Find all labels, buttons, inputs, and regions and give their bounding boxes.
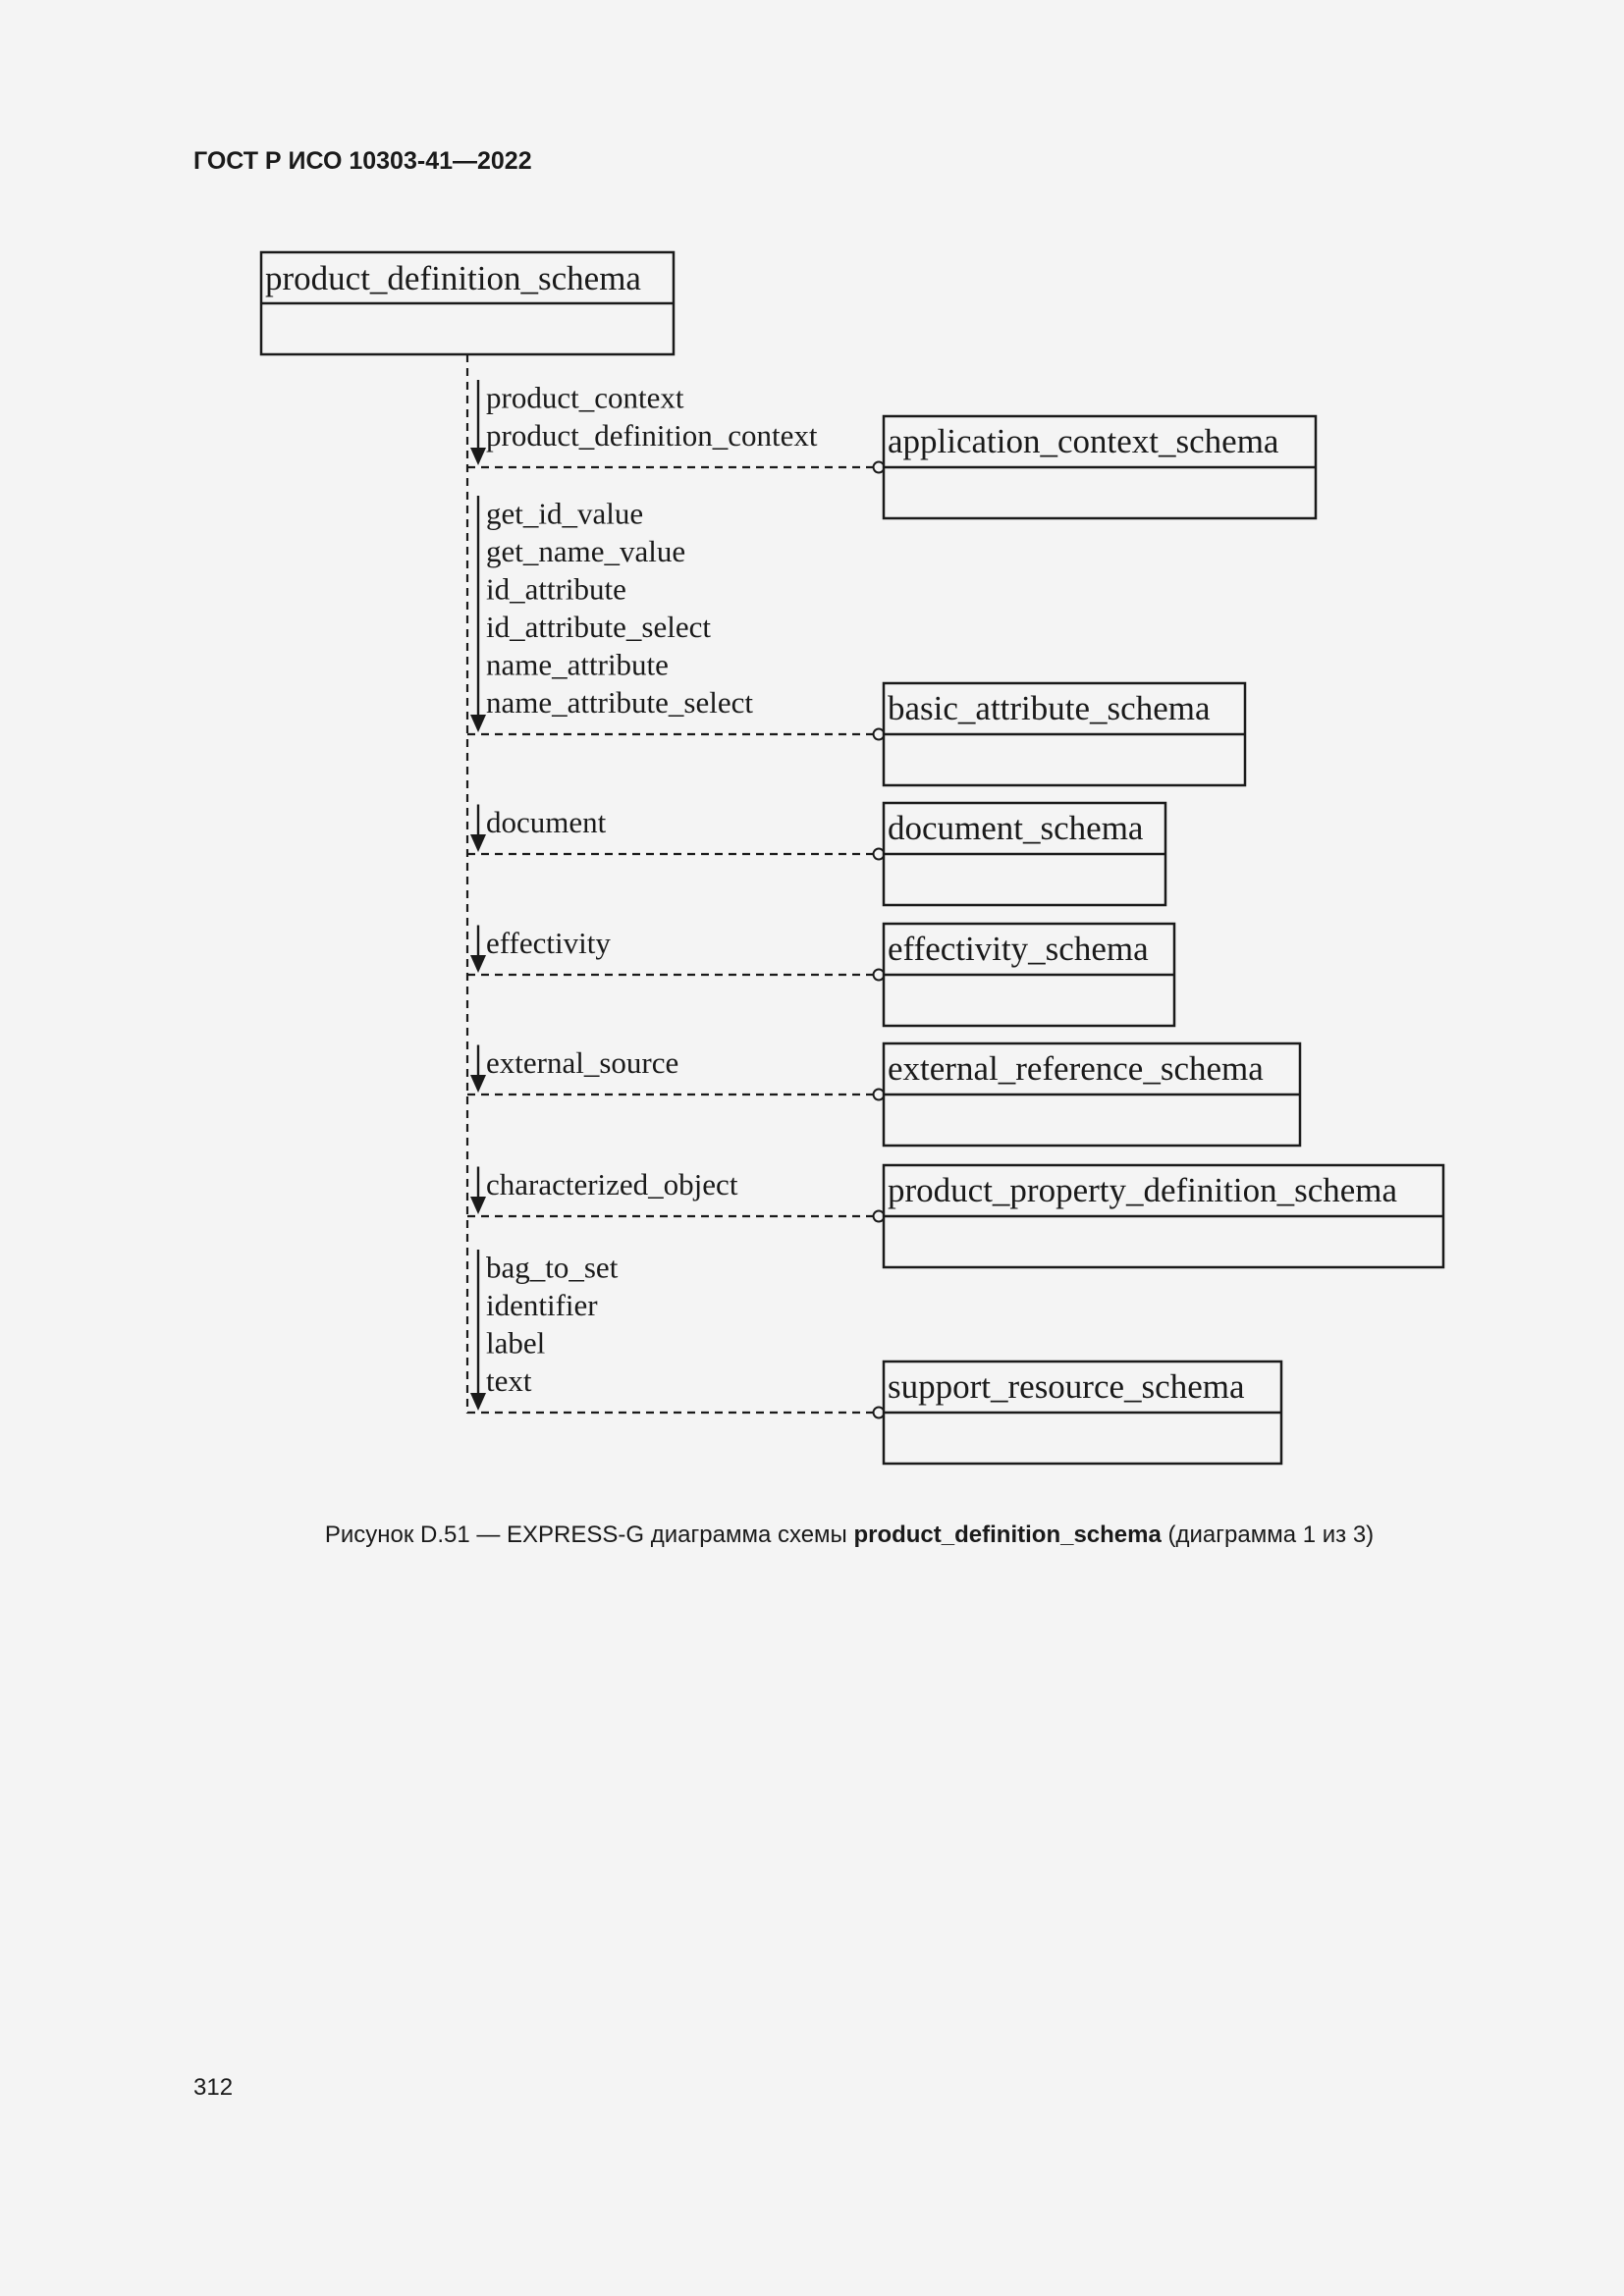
reference-group — [467, 924, 1174, 1026]
referenced-schema-box — [884, 683, 1245, 785]
referenced-item: get_name_value — [486, 534, 686, 568]
referenced-item: external_source — [486, 1045, 679, 1080]
referenced-schema-name: basic_attribute_schema — [888, 689, 1211, 727]
caption-suffix: (диаграмма 1 из 3) — [1161, 1522, 1375, 1548]
referenced-schema-box — [884, 1165, 1443, 1267]
referenced-schema-name: effectivity_schema — [888, 930, 1149, 968]
reference-group — [467, 1043, 1300, 1146]
referenced-schema-name: external_reference_schema — [888, 1049, 1264, 1088]
referenced-item: name_attribute — [486, 647, 669, 682]
referenced-schema-box — [884, 1362, 1281, 1464]
reference-arrow-head — [470, 1197, 486, 1214]
document-header: ГОСТ Р ИСО 10303-41—2022 — [193, 147, 532, 175]
reference-arrow-head — [470, 1075, 486, 1093]
referenced-item: name_attribute_select — [486, 685, 753, 720]
referenced-item: characterized_object — [486, 1167, 738, 1201]
referenced-item: bag_to_set — [486, 1250, 619, 1285]
reference-group — [467, 1250, 1281, 1464]
referenced-schema-box — [884, 416, 1316, 518]
caption-prefix: Рисунок D.51 — EXPRESS-G диаграмма схемы — [324, 1522, 854, 1548]
reference-arrow-head — [470, 955, 486, 973]
referenced-schema-box — [884, 803, 1165, 905]
reference-arrow-head — [470, 715, 486, 732]
referenced-item: effectivity — [486, 926, 611, 960]
referenced-item: text — [486, 1363, 532, 1398]
main-schema-name: product_definition_schema — [265, 259, 641, 297]
reference-arrow-head — [470, 834, 486, 852]
referenced-item: label — [486, 1325, 546, 1361]
main-schema-box — [261, 252, 674, 354]
referenced-item: product_definition_context — [486, 418, 818, 453]
page-number: 312 — [193, 2074, 234, 2101]
referenced-schema-box — [884, 924, 1174, 1026]
referenced-item: id_attribute — [486, 571, 626, 607]
referenced-item: id_attribute_select — [486, 610, 711, 644]
referenced-item: product_context — [486, 380, 684, 415]
referenced-item: get_id_value — [486, 496, 644, 531]
referenced-item: identifier — [486, 1288, 598, 1322]
referenced-item: document — [486, 805, 607, 839]
reference-group — [467, 803, 1165, 905]
reference-arrow-head — [470, 448, 486, 465]
referenced-schema-name: application_context_schema — [888, 422, 1279, 460]
referenced-schema-name: document_schema — [888, 809, 1144, 847]
reference-arrow-head — [470, 1393, 486, 1411]
referenced-schema-name: product_property_definition_schema — [888, 1171, 1398, 1209]
figure-caption — [0, 1522, 1624, 1549]
reference-group — [467, 496, 1245, 785]
referenced-schema-box — [884, 1043, 1300, 1146]
caption-schema: product_definition_schema — [853, 1522, 1162, 1548]
reference-groups — [467, 380, 1443, 1464]
referenced-schema-name: support_resource_schema — [888, 1367, 1245, 1406]
